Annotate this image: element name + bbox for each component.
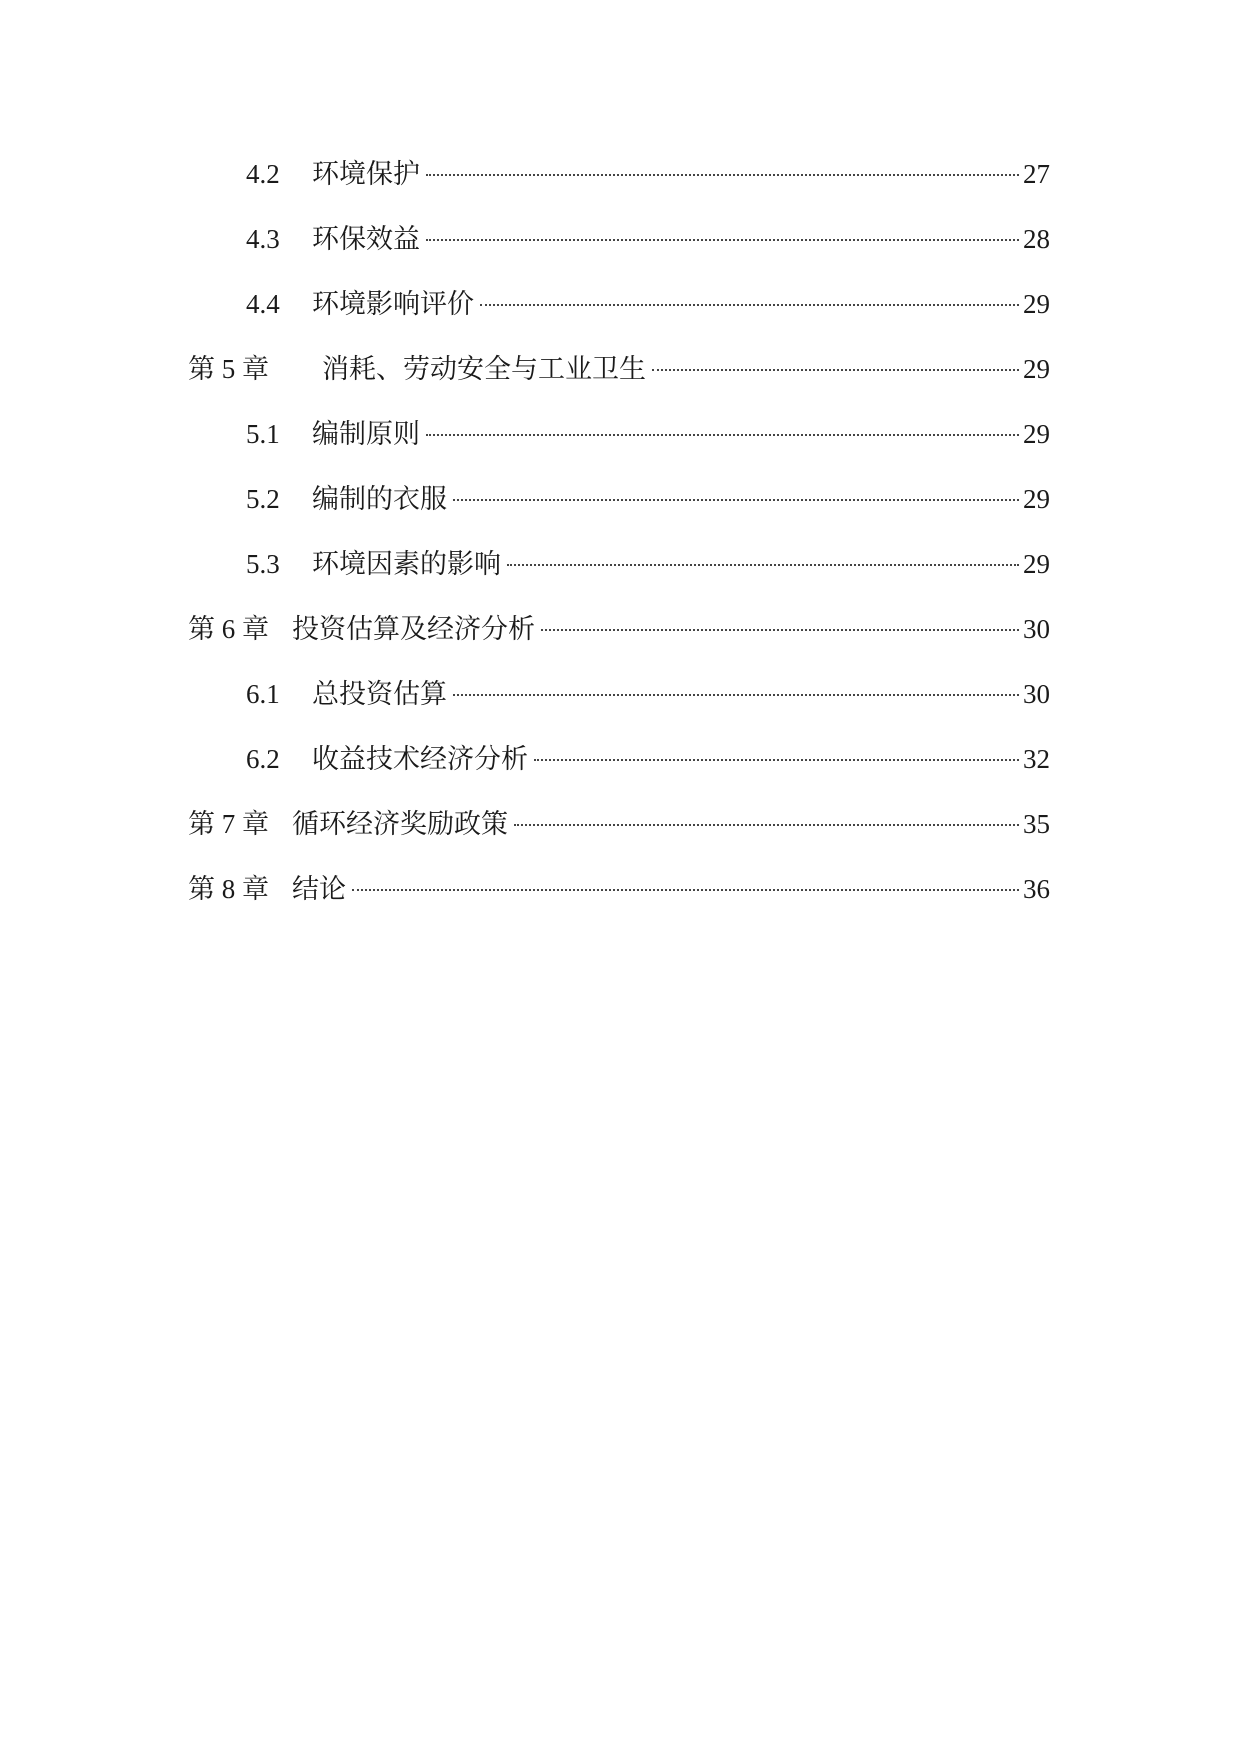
dot-leader <box>534 759 1019 761</box>
dot-leader <box>514 824 1019 826</box>
toc-entry-title: 收益技术经济分析 <box>312 744 528 774</box>
toc-entry-number: 6.2 <box>246 744 280 774</box>
toc-entry-chapter-8[interactable] <box>188 870 1050 935</box>
toc-entry-page: 28 <box>1023 224 1050 254</box>
dot-leader <box>541 629 1019 631</box>
toc-entry-number: 6.1 <box>246 679 280 709</box>
dot-leader <box>480 304 1019 306</box>
toc-entry-5-1[interactable] <box>188 415 1050 480</box>
toc-entry-number: 5.3 <box>246 549 280 579</box>
toc-entry-chapter-6[interactable] <box>188 610 1050 675</box>
dot-leader <box>352 889 1019 891</box>
toc-entry-page: 29 <box>1023 419 1050 449</box>
toc-entry-page: 32 <box>1023 744 1050 774</box>
toc-chapter-number: 第 5 章 <box>188 354 269 384</box>
toc-entry-title: 环境保护 <box>312 159 420 189</box>
toc-chapter-title: 消耗、劳动安全与工业卫生 <box>322 354 646 384</box>
toc-entry-title: 环境影响评价 <box>312 289 474 319</box>
toc-entry-title: 环境因素的影响 <box>312 549 501 579</box>
toc-entry-number: 5.1 <box>246 419 280 449</box>
toc-entry-chapter-5[interactable] <box>188 350 1050 415</box>
toc-entry-title: 编制原则 <box>312 419 420 449</box>
toc-entry-page: 29 <box>1023 354 1050 384</box>
dot-leader <box>507 564 1019 566</box>
toc-entry-page: 30 <box>1023 614 1050 644</box>
toc-entry-number: 4.2 <box>246 159 280 189</box>
toc-entry-page: 35 <box>1023 809 1050 839</box>
toc-entry-page: 27 <box>1023 159 1050 189</box>
toc-entry-page: 29 <box>1023 549 1050 579</box>
toc-entry-4-2[interactable] <box>188 155 1050 220</box>
toc-entry-4-3[interactable] <box>188 220 1050 285</box>
dot-leader <box>426 174 1019 176</box>
toc-entry-5-3[interactable] <box>188 545 1050 610</box>
toc-entry-number: 4.3 <box>246 224 280 254</box>
toc-entry-title: 编制的衣服 <box>312 484 447 514</box>
toc-entry-6-1[interactable] <box>188 675 1050 740</box>
toc-entry-page: 29 <box>1023 289 1050 319</box>
toc-chapter-title: 结论 <box>292 874 346 904</box>
dot-leader <box>453 694 1019 696</box>
toc-chapter-number: 第 8 章 <box>188 874 269 904</box>
toc-entry-page: 30 <box>1023 679 1050 709</box>
toc-chapter-number: 第 6 章 <box>188 614 269 644</box>
toc-entry-4-4[interactable] <box>188 285 1050 350</box>
toc-entry-6-2[interactable] <box>188 740 1050 805</box>
toc-entry-chapter-7[interactable] <box>188 805 1050 870</box>
toc-chapter-number: 第 7 章 <box>188 809 269 839</box>
toc-entry-page: 36 <box>1023 874 1050 904</box>
toc-entry-number: 4.4 <box>246 289 280 319</box>
toc-entry-title: 总投资估算 <box>312 679 447 709</box>
dot-leader <box>426 239 1019 241</box>
dot-leader <box>652 369 1019 371</box>
toc-entry-title: 环保效益 <box>312 224 420 254</box>
toc-chapter-title: 投资估算及经济分析 <box>292 614 535 644</box>
dot-leader <box>453 499 1019 501</box>
table-of-contents <box>188 155 1050 935</box>
dot-leader <box>426 434 1019 436</box>
toc-entry-5-2[interactable] <box>188 480 1050 545</box>
toc-entry-page: 29 <box>1023 484 1050 514</box>
toc-entry-number: 5.2 <box>246 484 280 514</box>
toc-chapter-title: 循环经济奖励政策 <box>292 809 508 839</box>
